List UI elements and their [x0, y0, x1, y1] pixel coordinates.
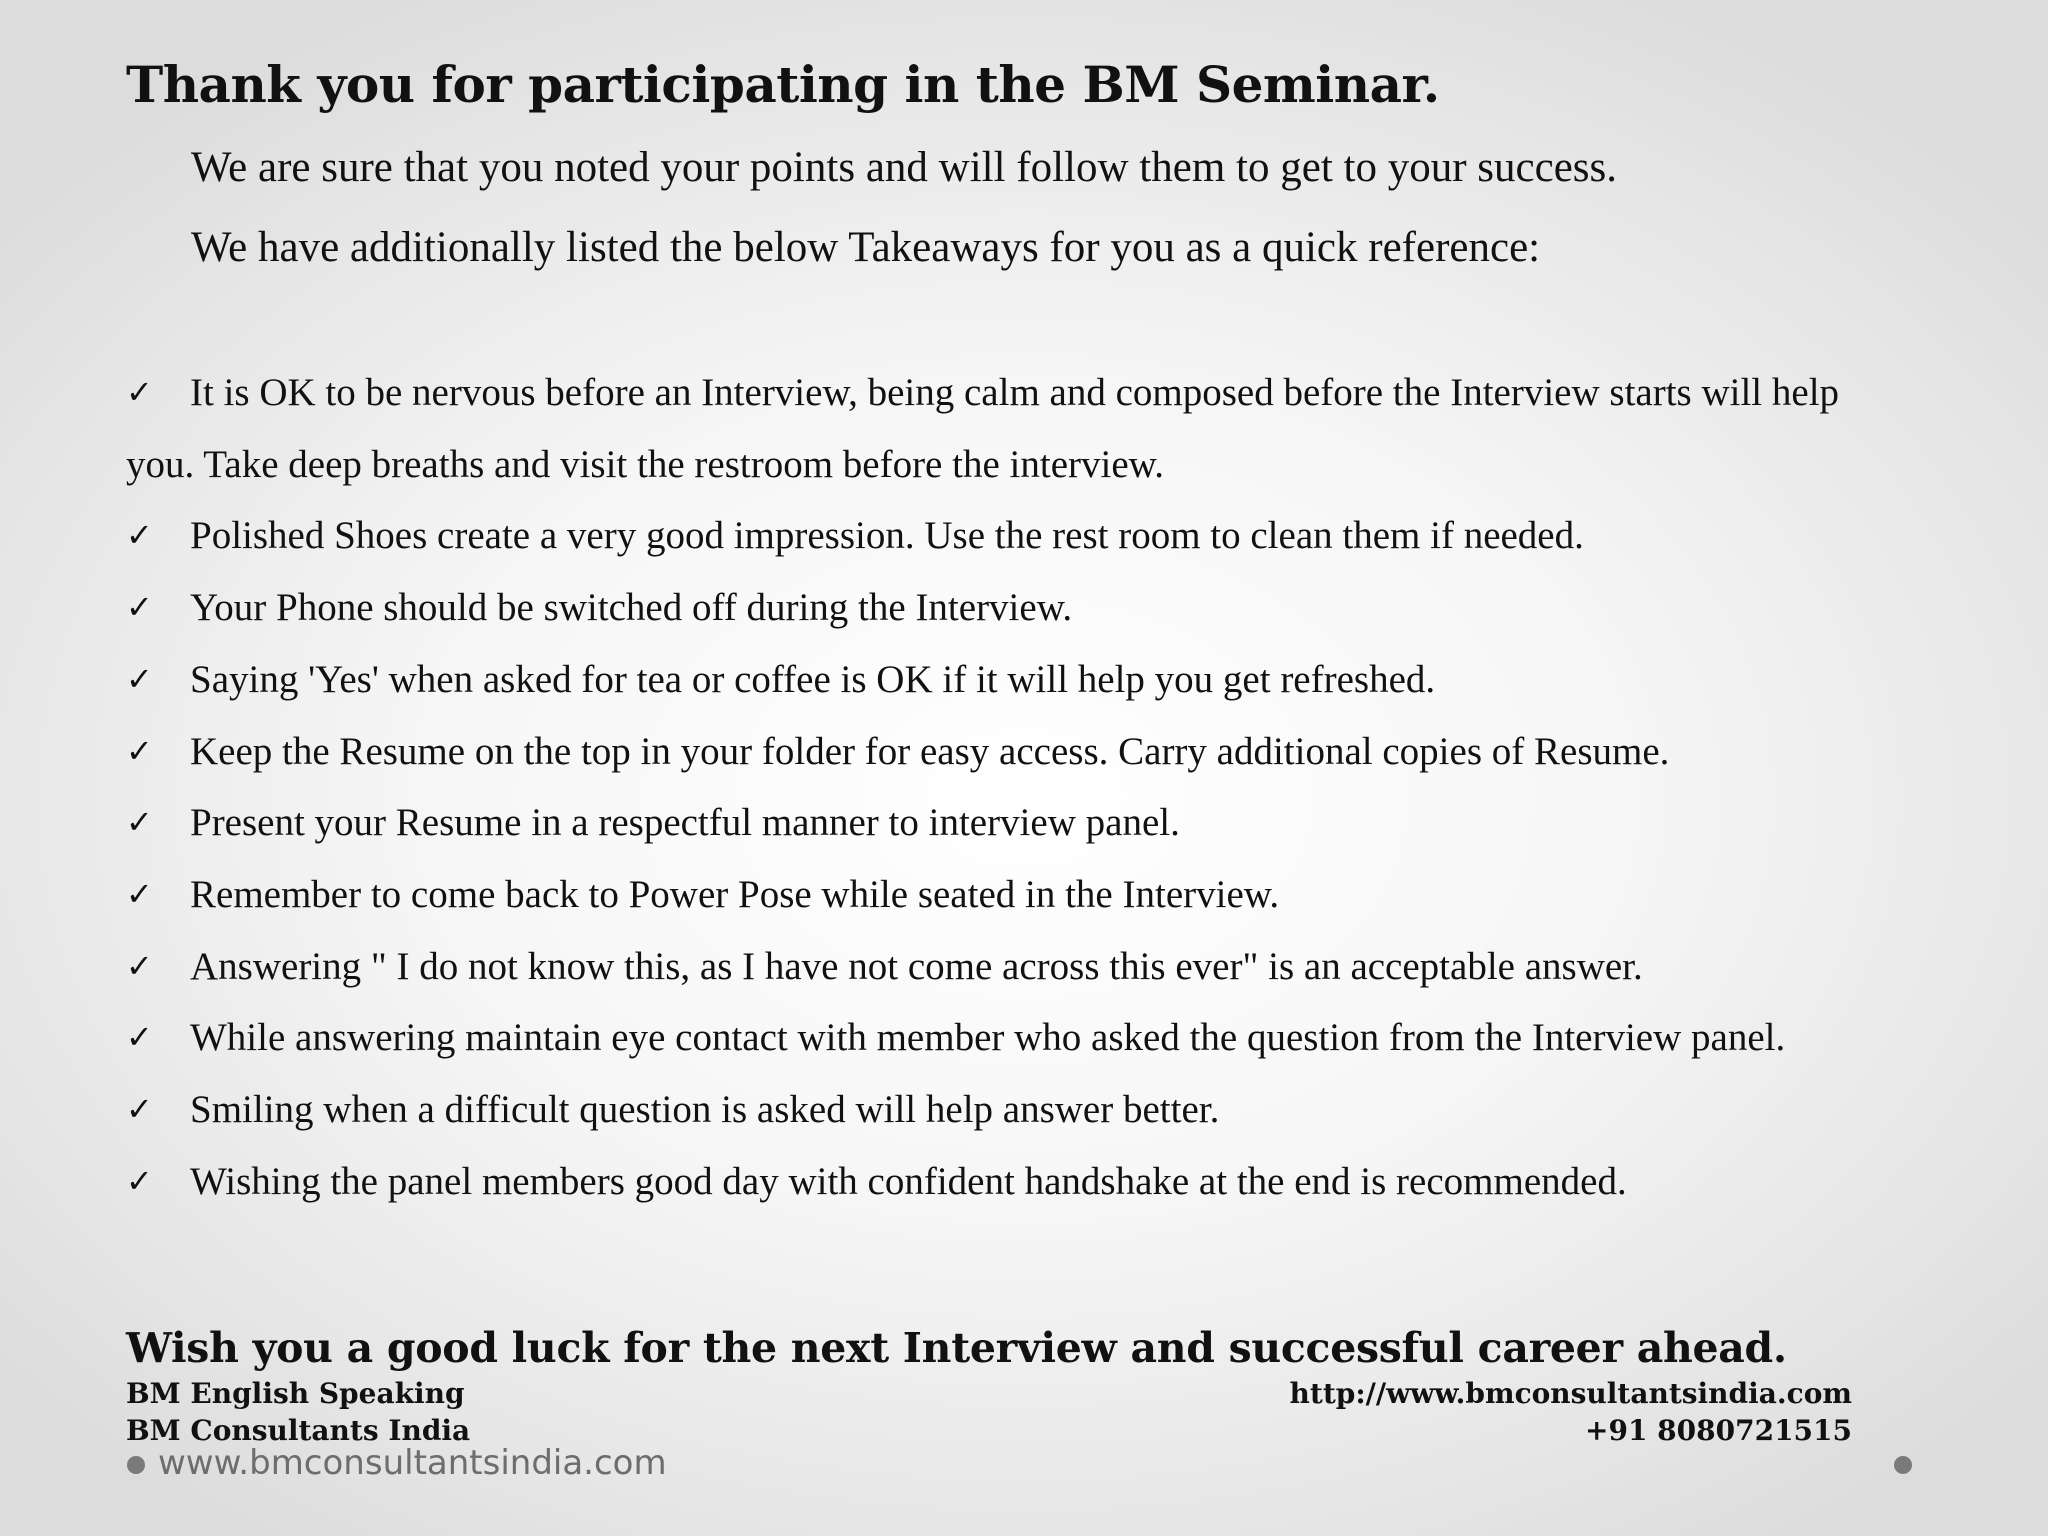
takeaway-item — [126, 1074, 1906, 1146]
takeaway-text: Saying 'Yes' when asked for tea or coffee is OK if it will help you get refreshed. — [190, 657, 1436, 701]
check-icon: ✓ — [126, 731, 153, 770]
check-icon: ✓ — [126, 803, 153, 842]
takeaway-item — [126, 357, 1906, 500]
intro-line-1: We are sure that you noted your points and will follow them to get to your success. — [191, 144, 1617, 191]
takeaway-text: It is OK to be nervous before an Interview, being calm and composed before the Interview starts will help you. Take deep breaths and visit the restroom before the interview. — [126, 371, 1840, 486]
takeaway-text: While answering maintain eye contact with member who asked the question from the Interview panel. — [190, 1016, 1786, 1060]
takeaway-item — [126, 787, 1906, 859]
check-icon: ✓ — [126, 659, 153, 698]
intro-line-2: We have additionally listed the below Takeaways for you as a quick reference: — [191, 224, 1541, 271]
footer-website-link[interactable]: http://www.bmconsultantsindia.com — [1289, 1377, 1852, 1410]
takeaway-text: Smiling when a difficult question is asked will help answer better. — [190, 1088, 1220, 1132]
check-icon: ✓ — [126, 1161, 153, 1200]
footer-dot-left — [127, 1456, 145, 1474]
takeaway-item — [126, 572, 1906, 644]
footer-org-line-2: BM Consultants India — [126, 1414, 471, 1447]
check-icon: ✓ — [126, 874, 153, 913]
takeaway-text: Your Phone should be switched off during the Interview. — [190, 586, 1073, 630]
takeaway-text: Present your Resume in a respectful manner to interview panel. — [190, 801, 1180, 845]
slide-title: Thank you for participating in the BM Seminar. — [126, 55, 1440, 114]
takeaways-list — [126, 357, 1906, 1217]
takeaway-item — [126, 1002, 1906, 1074]
takeaway-item — [126, 859, 1906, 931]
check-icon: ✓ — [126, 588, 153, 627]
check-icon: ✓ — [126, 516, 153, 555]
takeaway-item — [126, 644, 1906, 716]
closing-message: Wish you a good luck for the next Interview and successful career ahead. — [126, 1324, 1787, 1372]
takeaway-item — [126, 1146, 1906, 1218]
takeaway-text: Answering " I do not know this, as I have not come across this ever" is an acceptable answer. — [190, 944, 1643, 988]
takeaway-item — [126, 931, 1906, 1003]
check-icon: ✓ — [126, 946, 153, 985]
check-icon: ✓ — [126, 1018, 153, 1057]
footer-contact — [1290, 1375, 1852, 1449]
footer-dot-right — [1894, 1456, 1912, 1474]
takeaway-text: Wishing the panel members good day with confident handshake at the end is recommended. — [190, 1159, 1627, 1203]
takeaway-item — [126, 716, 1906, 788]
takeaway-item — [126, 500, 1906, 572]
takeaway-text: Remember to come back to Power Pose while seated in the Interview. — [190, 872, 1280, 916]
footer-organization — [126, 1375, 470, 1449]
takeaway-text: Keep the Resume on the top in your folder for easy access. Carry additional copies of Resume. — [190, 729, 1670, 773]
slide-footer-url: www.bmconsultantsindia.com — [158, 1443, 667, 1483]
footer-org-line-1: BM English Speaking — [126, 1377, 465, 1410]
footer-phone: +91 8080721515 — [1585, 1414, 1852, 1447]
check-icon: ✓ — [126, 373, 153, 411]
check-icon: ✓ — [126, 1090, 153, 1129]
takeaway-text: Polished Shoes create a very good impression. Use the rest room to clean them if needed. — [190, 514, 1584, 558]
